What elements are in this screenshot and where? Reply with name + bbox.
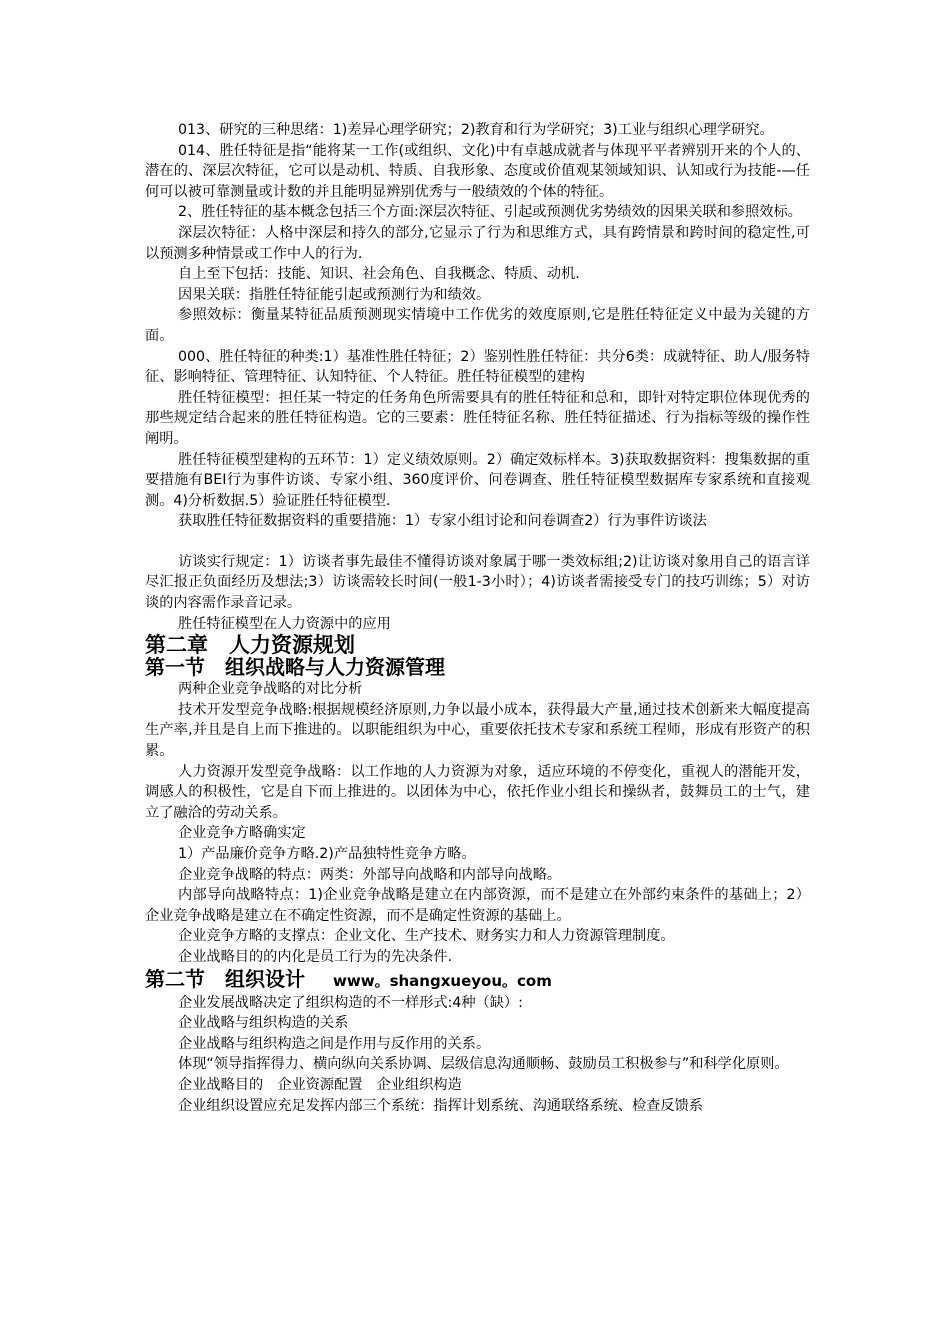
- blank-line: [145, 532, 810, 552]
- paragraph: 胜任特征模型在人力资源中的应用: [178, 615, 391, 632]
- paragraph: 技术开发型竞争战略:根据规模经济原则,力争以最小成本，获得最大产量,通过技术创新来大幅度提高生产率,并且是自上而下推进的。以职能组织为中心，重要依托技术专家和系统工程师，形成有形资产的积累。: [145, 701, 810, 760]
- paragraph: 014、胜任特征是指“能将某一工作(或组织、文化)中有卓越成就者与体现平平者辨别开来的个人的、潜在的、深层次特征，它可以是动机、特质、自我形象、态度或价值观某领域知识、认知或行为技能-—任何可以被可靠测量或计数的并且能明显辨别优秀与一般绩效的个体的特征。: [145, 142, 810, 200]
- paragraph: 内部导向战略特点：1)企业竞争战略是建立在内部资源，而不是建立在外部约束条件的基础上；2）企业竞争战略是建立在不确定性资源，而不是确定性资源的基础上。: [145, 887, 810, 924]
- paragraph: 人力资源开发型竞争战略：以工作地的人力资源为对象，适应环境的不停变化，重视人的潜能开发，调感人的积极性，它是自下而上推进的。以团体为中心，依托作业小组长和操纵者，鼓舞员工的士气，建立了融洽的劳动关系。: [145, 763, 810, 821]
- paragraph: 2、胜任特征的基本概念包括三个方面:深层次特征、引起或预测优劣势绩效的因果关联和参照效标。: [178, 204, 802, 221]
- paragraph: 两种企业竞争战略的对比分析: [178, 681, 363, 698]
- paragraph: 企业竞争方略的支撑点：企业文化、生产技术、财务实力和人力资源管理制度。: [178, 928, 675, 945]
- paragraph: 深层次特征：人格中深层和持久的部分,它显示了行为和思维方式，具有跨情景和跨时间的稳定性,可以预测多种情景或工作中人的行为.: [145, 224, 810, 262]
- section-title: 第一节 组织战略与人力资源管理: [145, 655, 445, 680]
- paragraph: 访谈实行规定：1）访谈者事先最佳不懂得访谈对象属于哪一类效标组;2)让访谈对象用自己的语言详尽汇报正负面经历及想法;3）访谈需较长时间(一般1-3小时）；4)访谈者需接受专门的技巧训练；5）对访谈的内容需作录音记录。: [145, 553, 810, 612]
- paragraph-group-a: [145, 120, 810, 532]
- paragraph-group-c: [145, 679, 810, 967]
- paragraph: 因果关联：指胜任特征能引起或预测行为和绩效。: [178, 286, 491, 303]
- paragraph: 企业竞争方略确实定: [178, 825, 306, 842]
- paragraph-group-d: [145, 993, 810, 1117]
- paragraph: 体现“领导指挥得力、横向纵向关系协调、层级信息沟通顺畅、鼓励员工积极参与”和科学化原则。: [178, 1056, 789, 1073]
- chapter-title: 第二章 人力资源规划: [145, 632, 355, 658]
- paragraph: 获取胜任特征数据资料的重要措施：1）专家小组讨论和问卷调查2）行为事件访谈法: [178, 513, 707, 530]
- paragraph: 胜任特征模型建构的五环节：1）定义绩效原则。2）确定效标样本。3)获取数据资料：搜集数据的重要措施有BEI行为事件访谈、专家小组、360度评价、问卷调查、胜任特征模型数据库专家系统和直接观测。4)分析数据.5）验证胜任特征模型.: [145, 451, 810, 509]
- paragraph: 参照效标：衡量某特征品质预测现实情境中工作优劣的效度原则,它是胜任特征定义中最为关键的方面。: [145, 307, 810, 344]
- paragraph: 企业组织设置应充足发挥内部三个系统：指挥计划系统、沟通联络系统、检查反馈系: [178, 1097, 703, 1114]
- paragraph: 企业发展战略决定了组织构造的不一样形式:4种（缺）:: [178, 994, 523, 1011]
- paragraph-group-b: [145, 552, 810, 634]
- paragraph: 企业战略与组织构造的关系: [178, 1015, 349, 1032]
- paragraph: 自上至下包括：技能、知识、社会角色、自我概念、特质、动机.: [178, 266, 580, 283]
- paragraph: 000、胜任特征的种类:1）基准性胜任特征；2）鉴别性胜任特征：共分6类：成就特征、助人/服务特征、影响特征、管理特征、认知特征、个人特征。胜任特征模型的建构: [145, 348, 810, 386]
- section-title-text: 第二节 组织设计: [145, 966, 305, 991]
- paragraph: 1）产品廉价竞争方略.2)产品独特性竞争方略。: [178, 846, 476, 862]
- document-page: [145, 120, 810, 1116]
- paragraph: 企业战略与组织构造之间是作用与反作用的关系。: [178, 1035, 491, 1052]
- watermark-url: www。shangxueyou。com: [333, 971, 552, 990]
- paragraph: 013、研究的三种思绪：1)差异心理学研究；2)教育和行为学研究；3)工业与组织心理学研究。: [178, 122, 774, 138]
- paragraph: 胜任特征模型：担任某一特定的任务角色所需要具有的胜任特征和总和，即针对特定职位体现优秀的那些规定结合起来的胜任特征构造。它的三要素：胜任特征名称、胜任特征描述、行为指标等级的操作性阐明。: [145, 389, 810, 447]
- paragraph: 企业战略目的的内化是员工行为的先决条件.: [178, 948, 453, 965]
- paragraph: 企业竞争战略的特点：两类：外部导向战略和内部导向战略。: [178, 866, 562, 883]
- paragraph: 企业战略目的 企业资源配置 企业组织构造: [178, 1076, 462, 1093]
- section-title: [145, 968, 810, 993]
